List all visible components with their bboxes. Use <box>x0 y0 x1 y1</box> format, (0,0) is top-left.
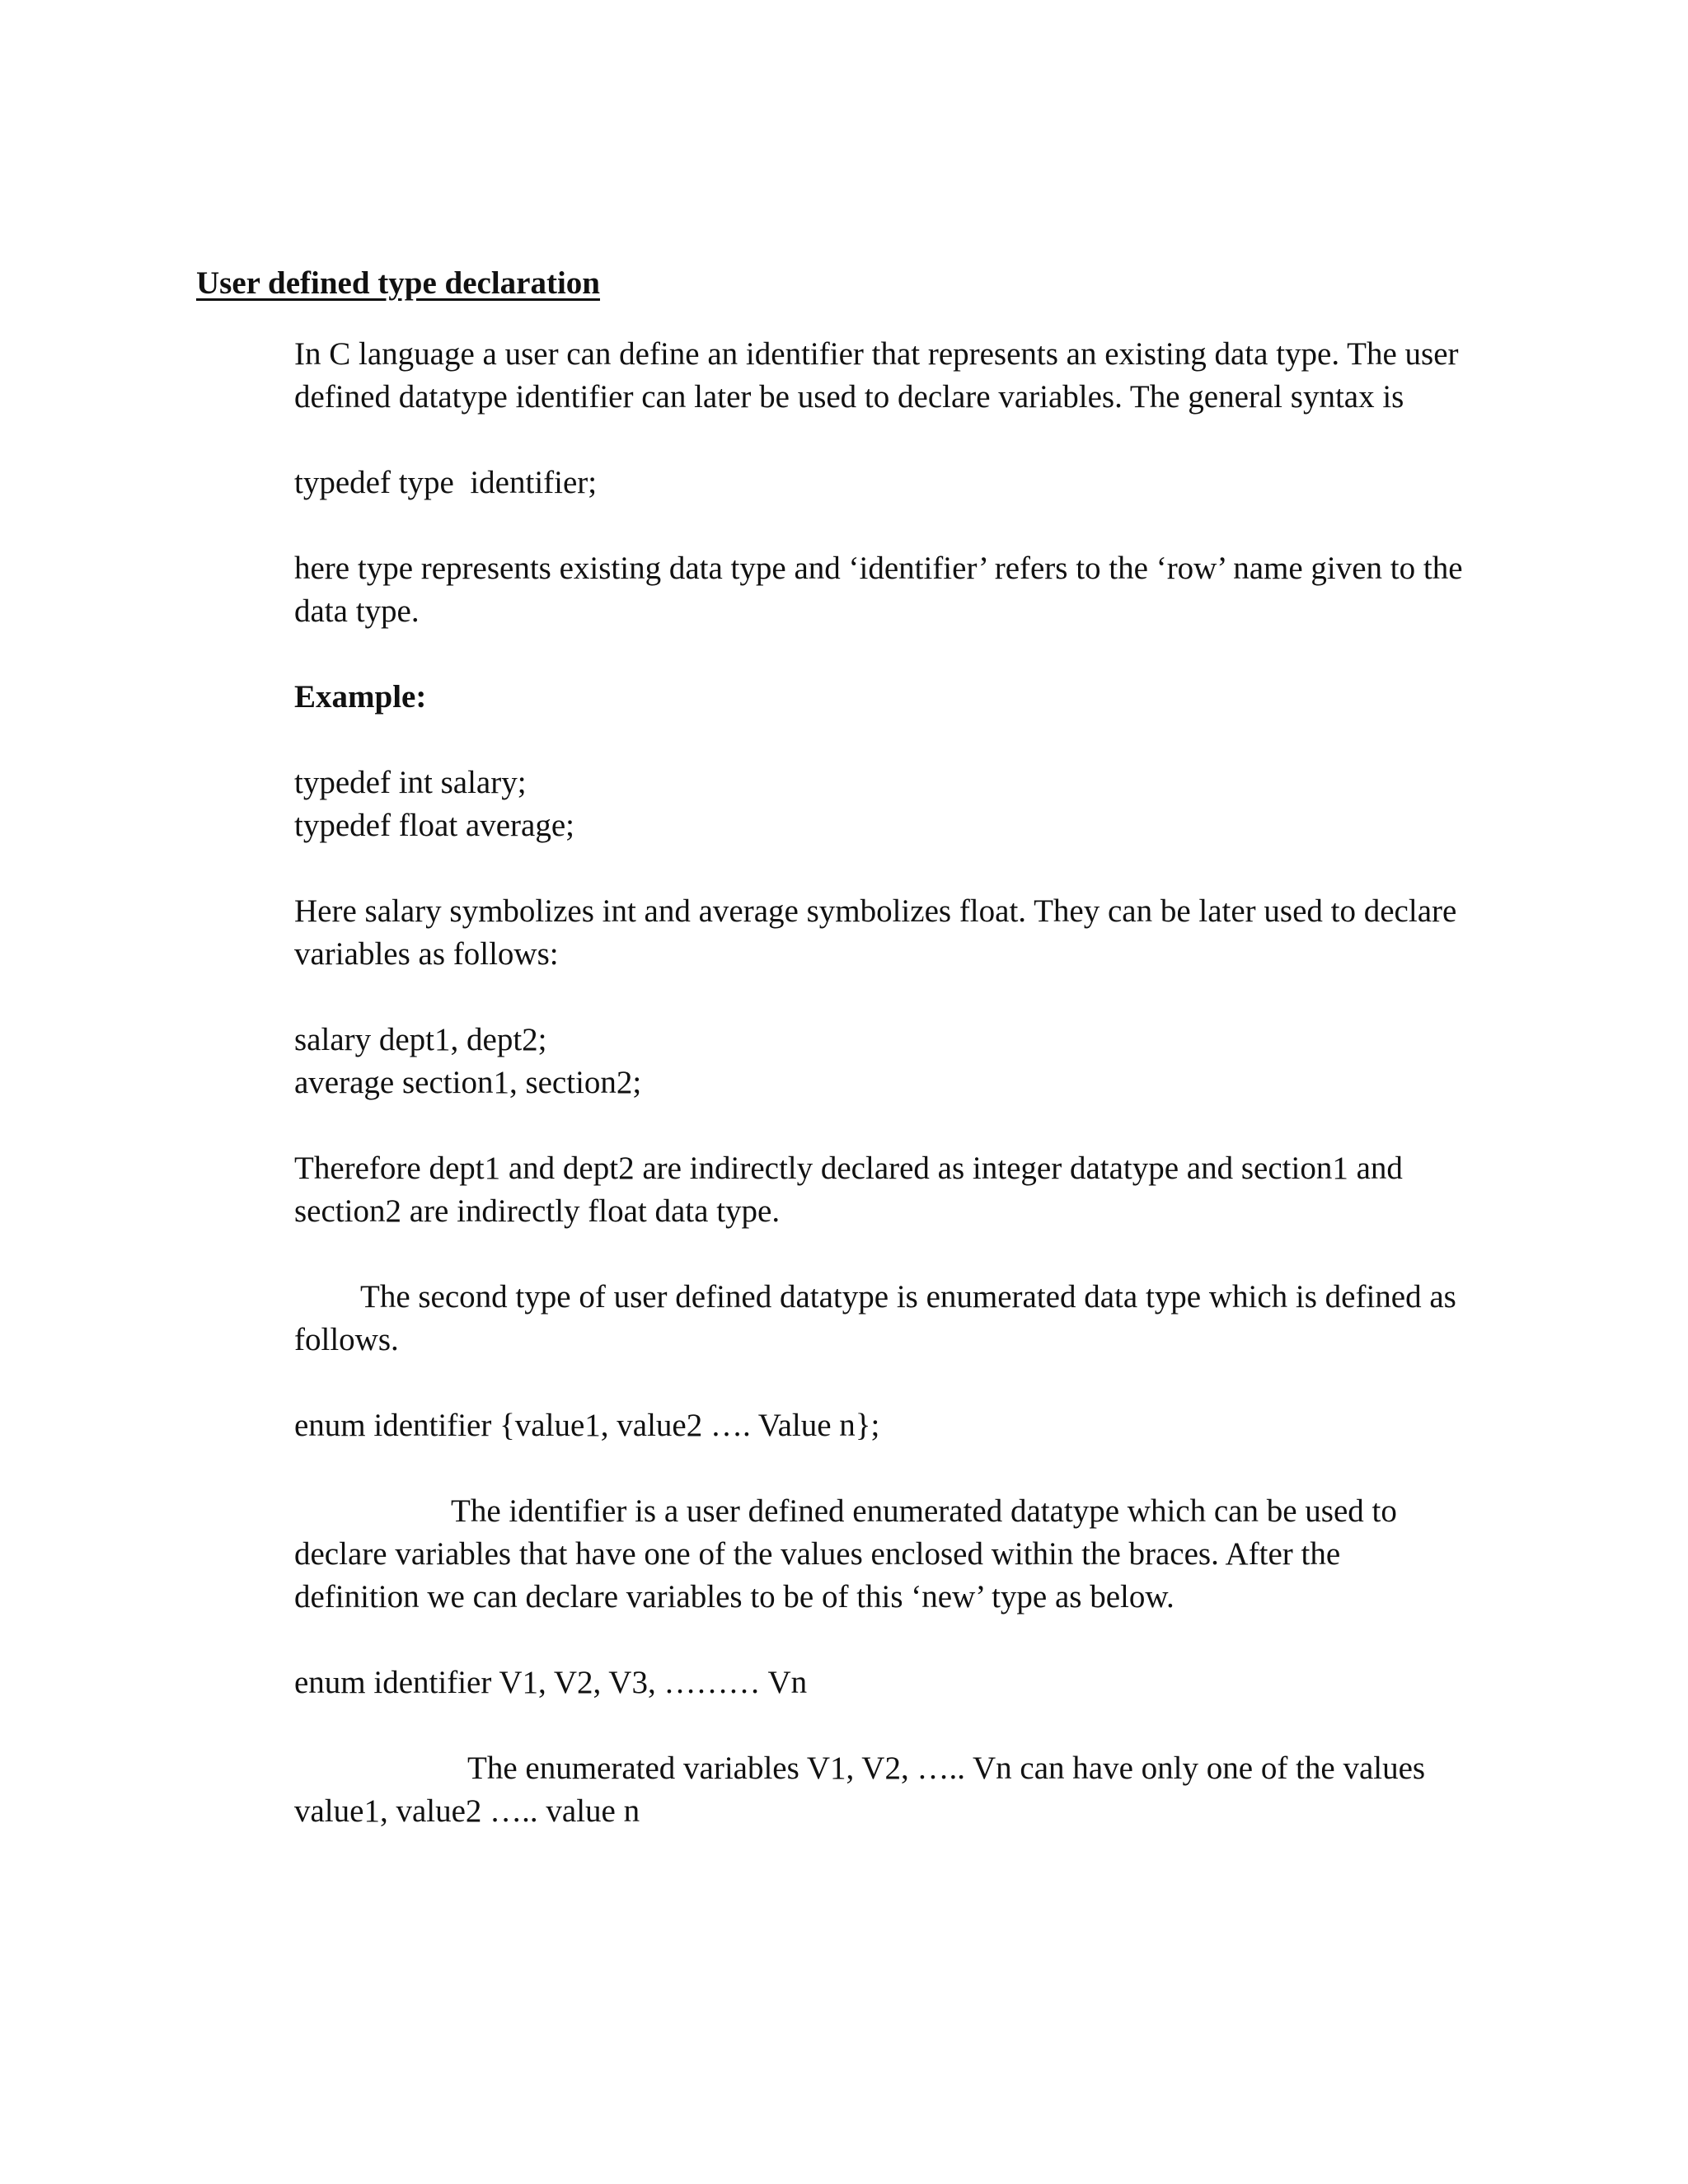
example-line: typedef float average; <box>294 808 574 843</box>
declaration-result-paragraph: Therefore dept1 and dept2 are indirectly declared as integer datatype and section1 and section2 are indirectly float data type. <box>294 1151 1403 1229</box>
enum-declaration: enum identifier V1, V2, V3, ……… Vn <box>294 1665 808 1700</box>
typedef-syntax: typedef type identifier; <box>294 465 598 500</box>
example-label: Example: <box>294 679 427 715</box>
section-heading: User defined type declaration <box>196 265 600 301</box>
example-explanation-paragraph: Here salary symbolizes int and average symbolizes float. They can be later used to declare variables as follows: <box>294 893 1457 972</box>
intro-paragraph: In C language a user can define an identifier that represents an existing data type. The user defined datatype identifier can later be used to declare variables. The general syntax is <box>294 336 1459 415</box>
declaration-line: average section1, section2; <box>294 1065 642 1100</box>
explanation-paragraph: here type represents existing data type and ‘identifier’ refers to the ‘row’ name given to the data type. <box>294 551 1463 629</box>
enum-conclusion-paragraph: The enumerated variables V1, V2, ….. Vn can have only one of the values value1, value2 ….. value n <box>294 1750 1426 1829</box>
enum-intro-paragraph: The second type of user defined datatype is enumerated data type which is defined as follows. <box>294 1279 1456 1357</box>
enum-syntax: enum identifier {value1, value2 …. Value n}; <box>294 1408 880 1443</box>
enum-explanation-paragraph: The identifier is a user defined enumerated datatype which can be used to declare variables that have one of the values enclosed within the braces. After the definition we can declare variables to be of this ‘new’ type as below. <box>294 1493 1397 1615</box>
section-body <box>294 333 1465 1876</box>
declaration-line: salary dept1, dept2; <box>294 1022 547 1057</box>
example-line: typedef int salary; <box>294 765 527 800</box>
